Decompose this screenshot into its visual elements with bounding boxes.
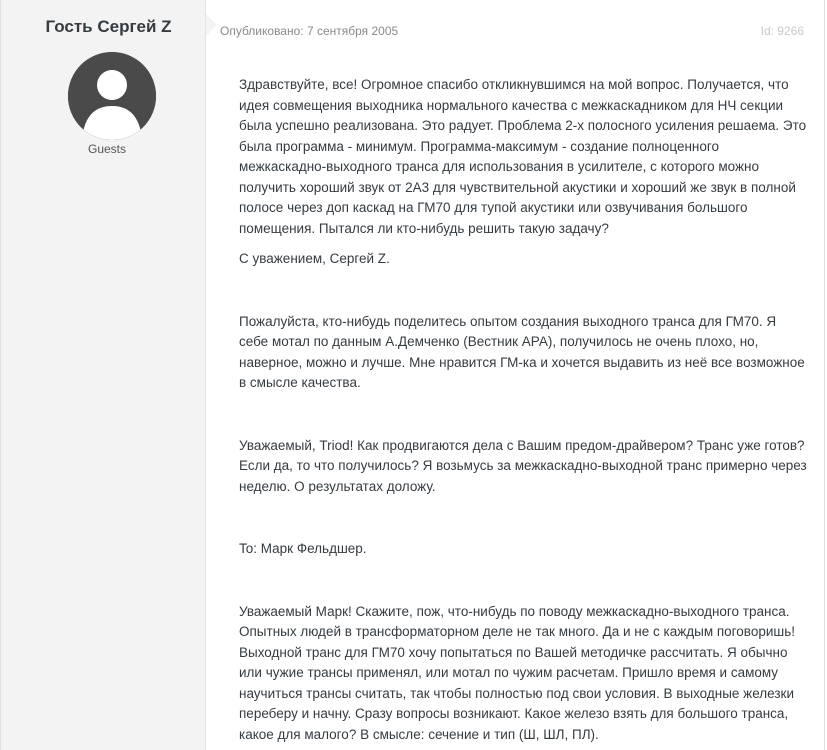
post-paragraph: To: Марк Фельдшер. <box>239 541 367 556</box>
post-body <box>239 75 809 745</box>
default-user-avatar-icon[interactable] <box>68 52 156 140</box>
post-paragraph: Уважаемый, Triod! Как продвигаются дела с Вашим предом-драйвером? Транс уже готов? Если да, то что получилось? Я возьмусь за межкаскадно-выходной транс примерно через неделю. О результатах доложу. <box>239 437 807 494</box>
post-paragraph: С уважением, Сергей Z. <box>239 251 390 266</box>
post-paragraph: Здравствуйте, все! Огромное спасибо откликнувшимся на мой вопрос. Получается, что идея совмещения выходника нормального качества с межкаскадником для НЧ секции была успешно реализована. Это радует. Проблема 2-х полосного усиления решаема. Это была программа - минимум. Программа-максимум - создание полноценного межкаскадно-выходного транса для использования в усилителе, с которого можно получить хороший звук от 2А3 для чувствительной акустики и хороший же звук в полной полосе через доп каскад на ГМ70 для тупой акустики или озвучивания большого помещения. Пытался ли кто-нибудь решить такую задачу? <box>239 77 807 236</box>
post-id: Id: 9266 <box>760 24 804 38</box>
post-paragraph: Уважаемый Марк! Скажите, пож, что-нибудь по поводу межкаскадно-выходного транса. Опытных людей в трансформаторном деле не так много. Да и не с каждым поговоришь! Выходной транс для ГМ70 хочу попытаться по Вашей методичке рассчитать. Я обычно или чужие трансы применял, или мотал по чужим расчетам. Пришло время и самому научиться трансы считать, так чтобы полностью под свои условия. В выходные железки переберу и начну. Сразу вопросы возникают. Какое железо взять для большого транса, какое для малого? В смысле: сечение и тип (Ш, ШЛ, ПЛ). <box>239 603 795 742</box>
author-group: Guests <box>87 142 126 156</box>
author-panel <box>1 0 206 750</box>
post-content <box>206 0 824 750</box>
author-name[interactable]: Гость Сергей Z <box>45 17 172 36</box>
post-date: Опубликовано: 7 сентября 2005 <box>220 24 399 38</box>
post-paragraph: Пожалуйста, кто-нибудь поделитесь опытом создания выходного транса для ГМ70. Я себе мотал по данным А.Демченко (Вестник АРА), получилось не очень плохо, но, наверное, можно и лучше. Мне нравится ГМ-ка и хочется выдавить из неё все возможное в смысле качества. <box>239 313 805 390</box>
